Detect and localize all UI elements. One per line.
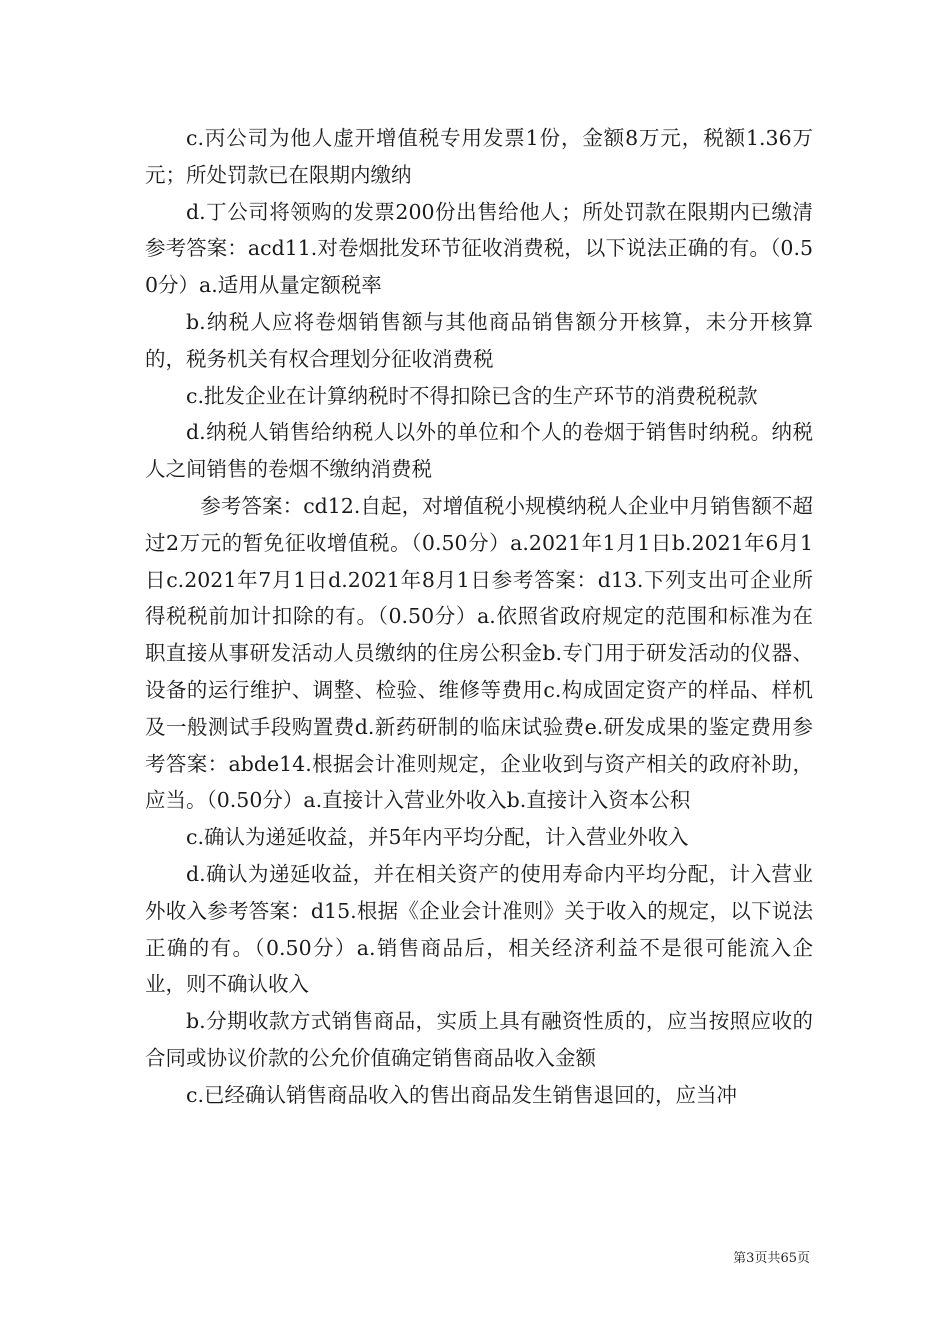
paragraph: d.丁公司将领购的发票200份出售给他人；所处罚款在限期内已缴清参考答案：acd11.对卷烟批发环节征收消费税，以下说法正确的有。（0.50分）a.适用从量定额税率: [145, 199, 813, 298]
paragraph: 参考答案：cd12.自起，对增值税小规模纳税人企业中月销售额不超过2万元的暂免征收增值税。（0.50分）a.2021年1月1日b.2021年6月1日c.2021年7月1日d.2021年8月1日参考答案：d13.下列支出可企业所得税税前加计扣除的有。（0.50分）a.依照省政府规定的范围和标准为在职直接从事研发活动人员缴纳的住房公积金b.专门用于研发活动的仪器、设备的运行维护、调整、检验、维修等费用c.构成固定资产的样品、样机及一般测试手段购置费d.新药研制的临床试验费e.研发成果的鉴定费用参考答案：abde14.根据会计准则规定，企业收到与资产相关的政府补助，应当。（0.50分）a.直接计入营业外收入b.直接计入资本公积: [145, 493, 813, 813]
document-body: [145, 120, 813, 1114]
paragraph: c.已经确认销售商品收入的售出商品发生销售退回的，应当冲: [186, 1082, 737, 1107]
paragraph: c.丙公司为他人虚开增值税专用发票1份，金额8万元，税额1.36万元；所处罚款已在限期内缴纳: [145, 126, 813, 187]
paragraph: d.纳税人销售给纳税人以外的单位和个人的卷烟于销售时纳税。纳税人之间销售的卷烟不缴纳消费税: [145, 420, 813, 482]
paragraph: b.分期收款方式销售商品，实质上具有融资性质的，应当按照应收的合同或协议价款的公允价值确定销售商品收入金额: [145, 1009, 813, 1070]
paragraph: b.纳税人应将卷烟销售额与其他商品销售额分开核算，未分开核算的，税务机关有权合理划分征收消费税: [145, 309, 813, 371]
paragraph: d.确认为递延收益，并在相关资产的使用寿命内平均分配，计入营业外收入参考答案：d15.根据《企业会计准则》关于收入的规定，以下说法正确的有。（0.50分）a.销售商品后，相关经济利益不是很可能流入企业，则不确认收入: [145, 861, 813, 997]
page-number-footer: 第3页共65页: [733, 1251, 810, 1266]
paragraph: c.批发企业在计算纳税时不得扣除已含的生产环节的消费税税款: [186, 383, 758, 408]
paragraph: c.确认为递延收益，并5年内平均分配，计入营业外收入: [186, 825, 689, 850]
